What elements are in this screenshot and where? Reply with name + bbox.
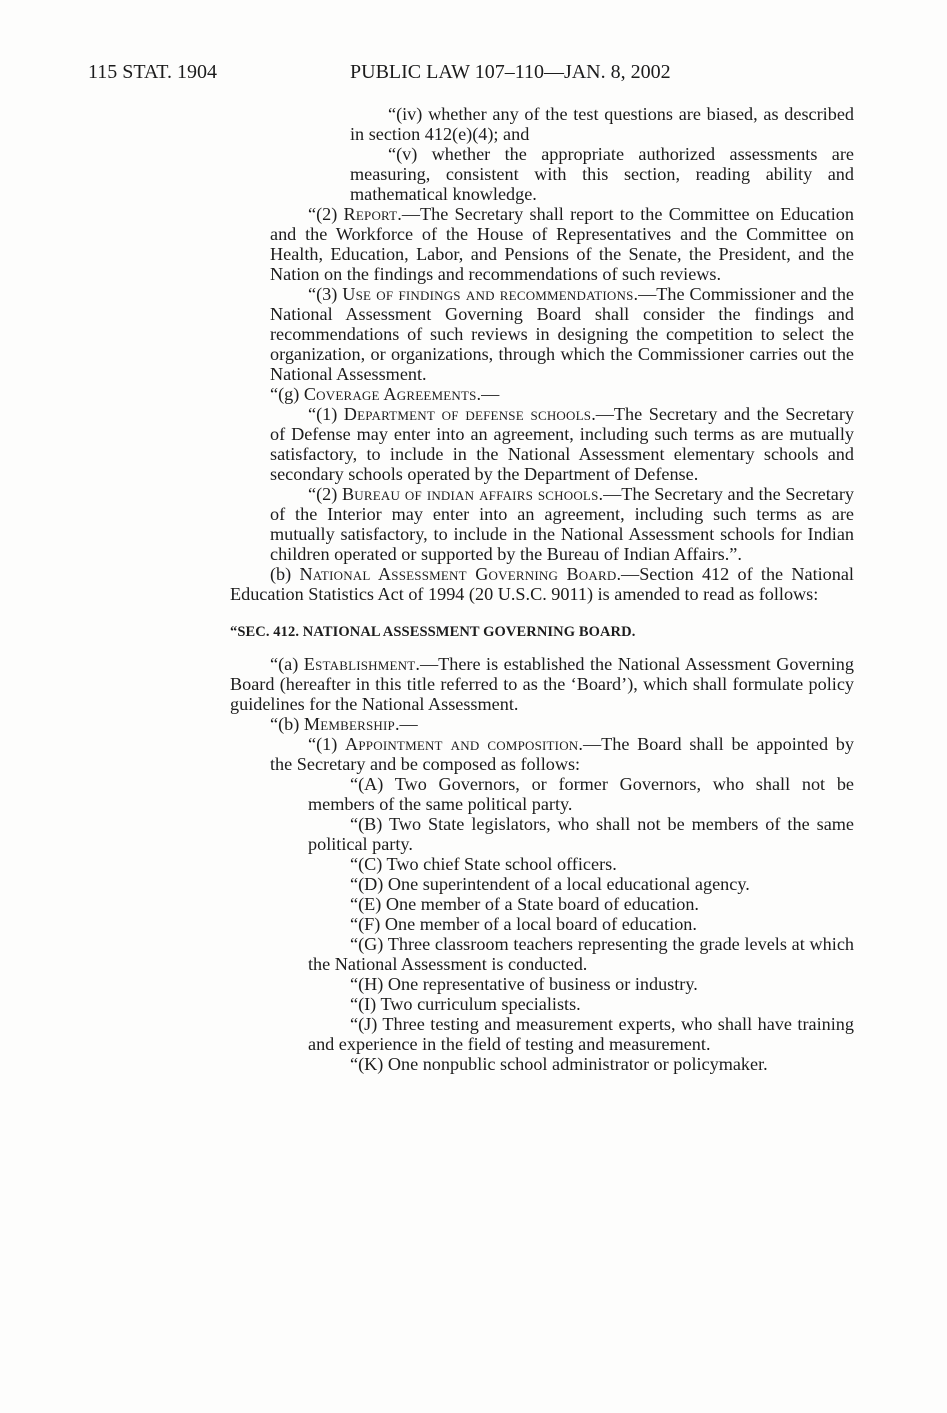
paragraph-text: .—The Secretary and the Secretary of Defense may enter into an agreement, including such terms as are mutually satisfactory, to include in the National Assessment elementary schools and secondary schools operated by the Department of Defense. [270, 404, 855, 484]
subsection-g-coverage [230, 384, 854, 404]
member-item: “(G) Three classroom teachers representing the grade levels at which the National Assessment is conducted. [308, 934, 854, 974]
clause-iv [230, 104, 854, 144]
paragraph-text: .—The Commissioner and the National Assessment Governing Board shall consider the findings and recommendations of such reviews in designing the competition to select the organization, or organizations, through which the Commissioner carries out the National Assessment. [270, 284, 854, 384]
paragraph-number: “(1) [308, 734, 346, 754]
subsection-heading: National Assessment Governing Board [299, 564, 617, 584]
section-heading: “SEC. 412. NATIONAL ASSESSMENT GOVERNING BOARD. [230, 624, 636, 640]
member-item: “(J) Three testing and measurement experts, who shall have training and experience in the field of testing and measurement. [308, 1014, 854, 1054]
paragraph-text: .—The Secretary shall report to the Committee on Education and the Workforce of the House of Representatives and the Committee on Health, Education, Labor, and Pensions of the Senate, the President, and the Nation on the findings and recommendations of such reviews. [270, 204, 854, 284]
document-body [230, 104, 854, 1074]
page-header [88, 58, 857, 86]
member-item: “(C) Two chief State school officers. [350, 854, 617, 874]
paragraph-heading: Report [343, 204, 398, 224]
subsection-text: .— [394, 714, 418, 734]
subsection-number: (b) [270, 564, 300, 584]
member-item: “(A) Two Governors, or former Governors, who shall not be members of the same political party. [308, 774, 854, 814]
paragraph-number: “(2) [308, 484, 342, 504]
member-item: “(F) One member of a local board of education. [350, 914, 697, 934]
subsection-text: .—There is established the National Assessment Governing Board (hereafter in this title referred to as the ‘Board’), which shall formulate policy guidelines for the National Assessment. [230, 654, 854, 714]
public-law-citation: PUBLIC LAW 107–110—JAN. 8, 2002 [350, 61, 671, 83]
paragraph-text: .—The Secretary and the Secretary of the Interior may enter into an agreement, including such terms as are mutually satisfactory, to include in the National Assessment schools for Indian children operated or supported by the Bureau of Indian Affairs.”. [270, 484, 855, 564]
statute-page-number: 115 STAT. 1904 [88, 61, 217, 83]
member-item: “(K) One nonpublic school administrator or policymaker. [350, 1054, 768, 1074]
clause-iv-text: “(iv) whether any of the test questions are biased, as described in section 412(e)(4); and [350, 104, 854, 144]
subsection-text: .— [476, 384, 500, 404]
subsection-heading: Membership [303, 714, 395, 734]
paragraph-number: “(1) [308, 404, 344, 424]
subsection-heading: Coverage Agreements [303, 384, 477, 404]
subsection-number: “(a) [270, 654, 304, 674]
subsection-a-establishment [230, 654, 854, 714]
clause-v-text: “(v) whether the appropriate authorized assessments are measuring, consistent with this section, reading ability and mathematical knowledge. [350, 144, 854, 204]
paragraph-text: .—The Board shall be appointed by the Secretary and be composed as follows: [270, 734, 854, 774]
member-item: “(B) Two State legislators, who shall not be members of the same political party. [308, 814, 854, 854]
paragraph-number: “(2) [308, 204, 344, 224]
paragraph-heading: Department of defense schools [343, 404, 592, 424]
subsection-b-membership [230, 714, 854, 734]
member-item: “(D) One superintendent of a local educational agency. [350, 874, 750, 894]
paragraph-heading: Appointment and composition [345, 734, 579, 754]
member-item: “(I) Two curriculum specialists. [350, 994, 581, 1014]
paragraph-use-of-findings [230, 284, 854, 384]
paragraph-indian-affairs-schools [230, 484, 854, 564]
subsection-text: .—Section 412 of the National Education Statistics Act of 1994 (20 U.S.C. 9011) is amended to read as follows: [230, 564, 854, 604]
paragraph-heading: Bureau of indian affairs schools [341, 484, 599, 504]
subsection-b-governing-board [230, 564, 854, 604]
clause-v [230, 144, 854, 204]
subsection-heading: Establishment [303, 654, 416, 674]
paragraph-report [230, 204, 854, 284]
paragraph-appointment-composition [230, 734, 854, 774]
subsection-number: “(b) [270, 714, 304, 734]
subsection-number: “(g) [270, 384, 304, 404]
paragraph-number: “(3) [308, 284, 343, 304]
paragraph-defense-schools [230, 404, 854, 484]
member-item: “(E) One member of a State board of education. [350, 894, 699, 914]
paragraph-heading: Use of findings and recommendations [342, 284, 634, 304]
member-item: “(H) One representative of business or industry. [350, 974, 698, 994]
